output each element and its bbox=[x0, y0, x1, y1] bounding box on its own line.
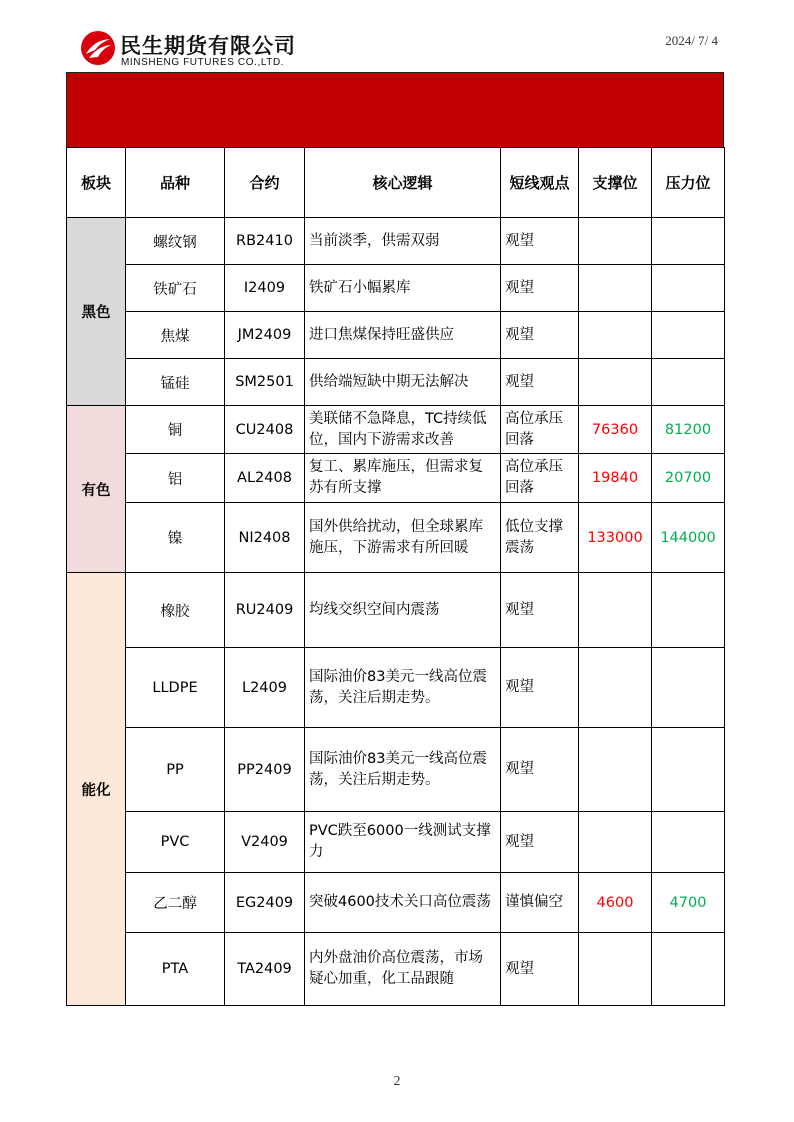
logic-cell: 铁矿石小幅累库 bbox=[305, 265, 501, 312]
table-row bbox=[67, 933, 725, 1006]
table-row bbox=[67, 812, 725, 873]
header-sector: 板块 bbox=[67, 148, 126, 218]
contract-cell: CU2408 bbox=[225, 406, 305, 454]
view-cell: 观望 bbox=[501, 265, 579, 312]
table-header-row bbox=[67, 148, 725, 218]
view-cell: 谨慎偏空 bbox=[501, 873, 579, 933]
logic-cell: 内外盘油价高位震荡，市场疑心加重，化工品跟随 bbox=[305, 933, 501, 1006]
resistance-cell: 144000 bbox=[652, 503, 725, 573]
contract-cell: SM2501 bbox=[225, 359, 305, 406]
table-row bbox=[67, 573, 725, 648]
logic-cell: 国际油价83美元一线高位震荡，关注后期走势。 bbox=[305, 728, 501, 812]
resistance-cell: 20700 bbox=[652, 454, 725, 503]
support-cell: 76360 bbox=[579, 406, 652, 454]
view-cell: 观望 bbox=[501, 648, 579, 728]
minsheng-logo-icon bbox=[80, 30, 116, 66]
product-cell: PTA bbox=[126, 933, 225, 1006]
product-cell: 锰硅 bbox=[126, 359, 225, 406]
view-cell: 观望 bbox=[501, 812, 579, 873]
contract-cell: RU2409 bbox=[225, 573, 305, 648]
view-cell: 观望 bbox=[501, 933, 579, 1006]
view-cell: 高位承压回落 bbox=[501, 454, 579, 503]
resistance-cell bbox=[652, 265, 725, 312]
view-cell: 观望 bbox=[501, 312, 579, 359]
header-contract: 合约 bbox=[225, 148, 305, 218]
header-resistance: 压力位 bbox=[652, 148, 725, 218]
support-cell bbox=[579, 728, 652, 812]
view-cell: 观望 bbox=[501, 728, 579, 812]
table-row bbox=[67, 454, 725, 503]
company-logo bbox=[80, 28, 320, 72]
product-cell: 镍 bbox=[126, 503, 225, 573]
view-cell: 高位承压回落 bbox=[501, 406, 579, 454]
report-date: 2024/ 7/ 4 bbox=[665, 33, 718, 48]
table-row bbox=[67, 312, 725, 359]
resistance-cell bbox=[652, 312, 725, 359]
header-support: 支撑位 bbox=[579, 148, 652, 218]
support-cell bbox=[579, 933, 652, 1006]
contract-cell: TA2409 bbox=[225, 933, 305, 1006]
resistance-cell bbox=[652, 933, 725, 1006]
header-logic: 核心逻辑 bbox=[305, 148, 501, 218]
contract-cell: EG2409 bbox=[225, 873, 305, 933]
product-cell: 铜 bbox=[126, 406, 225, 454]
view-cell: 观望 bbox=[501, 359, 579, 406]
support-cell bbox=[579, 573, 652, 648]
resistance-cell bbox=[652, 728, 725, 812]
table-row bbox=[67, 873, 725, 933]
product-cell: 乙二醇 bbox=[126, 873, 225, 933]
page-number: 2 bbox=[393, 1074, 401, 1089]
contract-cell: V2409 bbox=[225, 812, 305, 873]
resistance-cell bbox=[652, 812, 725, 873]
support-cell: 133000 bbox=[579, 503, 652, 573]
table-row bbox=[67, 218, 725, 265]
logic-cell: 进口焦煤保持旺盛供应 bbox=[305, 312, 501, 359]
header-product: 品种 bbox=[126, 148, 225, 218]
header-view: 短线观点 bbox=[501, 148, 579, 218]
product-cell: PP bbox=[126, 728, 225, 812]
logic-cell: 美联储不急降息，TC持续低位，国内下游需求改善 bbox=[305, 406, 501, 454]
support-cell bbox=[579, 812, 652, 873]
sector-nonferrous: 有色 bbox=[67, 406, 126, 573]
support-cell: 19840 bbox=[579, 454, 652, 503]
company-name-en: MINSHENG FUTURES CO.,LTD. bbox=[121, 57, 285, 68]
strategy-table bbox=[66, 147, 725, 1006]
table-row bbox=[67, 265, 725, 312]
contract-cell: PP2409 bbox=[225, 728, 305, 812]
contract-cell: L2409 bbox=[225, 648, 305, 728]
product-cell: LLDPE bbox=[126, 648, 225, 728]
view-cell: 观望 bbox=[501, 573, 579, 648]
logic-cell: 复工、累库施压，但需求复苏有所支撑 bbox=[305, 454, 501, 503]
logic-cell: 国际油价83美元一线高位震荡，关注后期走势。 bbox=[305, 648, 501, 728]
contract-cell: RB2410 bbox=[225, 218, 305, 265]
resistance-cell bbox=[652, 359, 725, 406]
contract-cell: I2409 bbox=[225, 265, 305, 312]
product-cell: 橡胶 bbox=[126, 573, 225, 648]
support-cell bbox=[579, 218, 652, 265]
logic-cell: 国外供给扰动，但全球累库施压，下游需求有所回暖 bbox=[305, 503, 501, 573]
table-row bbox=[67, 728, 725, 812]
product-cell: 铁矿石 bbox=[126, 265, 225, 312]
table-row bbox=[67, 648, 725, 728]
table-row bbox=[67, 406, 725, 454]
resistance-cell bbox=[652, 573, 725, 648]
support-cell bbox=[579, 265, 652, 312]
logic-cell: 均线交织空间内震荡 bbox=[305, 573, 501, 648]
product-cell: 铝 bbox=[126, 454, 225, 503]
logic-cell: 供给端短缺中期无法解决 bbox=[305, 359, 501, 406]
contract-cell: NI2408 bbox=[225, 503, 305, 573]
title-banner bbox=[66, 72, 724, 148]
contract-cell: AL2408 bbox=[225, 454, 305, 503]
sector-black: 黑色 bbox=[67, 218, 126, 406]
view-cell: 观望 bbox=[501, 218, 579, 265]
resistance-cell: 4700 bbox=[652, 873, 725, 933]
product-cell: 焦煤 bbox=[126, 312, 225, 359]
support-cell bbox=[579, 359, 652, 406]
resistance-cell: 81200 bbox=[652, 406, 725, 454]
table-row bbox=[67, 503, 725, 573]
resistance-cell bbox=[652, 648, 725, 728]
view-cell: 低位支撑震荡 bbox=[501, 503, 579, 573]
contract-cell: JM2409 bbox=[225, 312, 305, 359]
product-cell: PVC bbox=[126, 812, 225, 873]
product-cell: 螺纹钢 bbox=[126, 218, 225, 265]
support-cell: 4600 bbox=[579, 873, 652, 933]
company-name-cn: 民生期货有限公司 bbox=[120, 34, 296, 58]
logic-cell: PVC跌至6000一线测试支撑力 bbox=[305, 812, 501, 873]
sector-energy-chemical: 能化 bbox=[67, 573, 126, 1006]
resistance-cell bbox=[652, 218, 725, 265]
support-cell bbox=[579, 312, 652, 359]
logic-cell: 突破4600技术关口高位震荡 bbox=[305, 873, 501, 933]
logic-cell: 当前淡季，供需双弱 bbox=[305, 218, 501, 265]
table-row bbox=[67, 359, 725, 406]
support-cell bbox=[579, 648, 652, 728]
